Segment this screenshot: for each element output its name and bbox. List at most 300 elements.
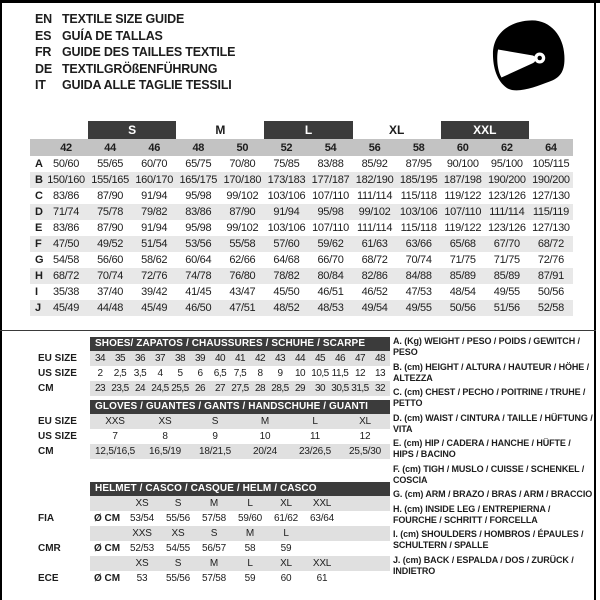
value-cell: 8: [162, 431, 168, 442]
helmet-size-row: [30, 526, 390, 541]
value-cell: 85/92: [361, 158, 388, 170]
title-text: GUIDE DES TAILLES TEXTILE: [62, 45, 236, 59]
value-cell: 87/91: [537, 270, 564, 282]
value-cell: 37: [154, 353, 166, 364]
value-cell: 99/102: [358, 206, 391, 218]
value-cell: 57/60: [273, 238, 300, 250]
value-cell: 123/126: [487, 222, 526, 234]
value-cell: 9: [212, 431, 218, 442]
table-row: [30, 156, 573, 172]
unit-label: Ø CM: [94, 513, 121, 524]
value-cell: 35/38: [53, 286, 80, 298]
value-cell: 190/200: [532, 174, 570, 186]
legend-item: I. (cm) SHOULDERS / HOMBROS / ÉPAULES / SCHULTERN / SPALLE: [393, 529, 584, 550]
row-label: B: [35, 174, 43, 186]
value-cell: 111/114: [489, 206, 525, 218]
unit-label: Ø CM: [94, 573, 121, 584]
table-row: [30, 252, 573, 268]
title-text: TEXTILE SIZE GUIDE: [62, 12, 185, 26]
language-code: FR: [35, 45, 52, 59]
value-cell: 46/51: [317, 286, 344, 298]
language-code: DE: [35, 61, 52, 76]
row-values: [90, 556, 390, 571]
value-cell: 46/50: [185, 302, 212, 314]
value-cell: 9: [277, 368, 283, 379]
value-cell: 105/115: [532, 158, 570, 170]
value-cell: 52/58: [537, 302, 564, 314]
value-cell: 24: [134, 383, 146, 394]
size-group-s: S: [88, 121, 176, 139]
table-row: [30, 511, 390, 526]
size-header-row: [30, 139, 573, 156]
value-cell: 27,5: [231, 383, 249, 394]
shoes-size-table: [30, 337, 390, 396]
value-cell: S: [211, 416, 219, 427]
size-label: XXS: [132, 528, 152, 539]
table-row: [30, 236, 573, 252]
value-cell: 46: [334, 353, 346, 364]
section-divider: [0, 330, 596, 331]
row-label: J: [35, 302, 42, 314]
title-line: [35, 61, 235, 78]
value-cell: 36: [134, 353, 146, 364]
value-cell: 95/100: [490, 158, 523, 170]
value-cell: 41: [234, 353, 246, 364]
value-cell: 48/54: [449, 286, 476, 298]
value-cell: 165/175: [179, 174, 218, 186]
value-cell: 28: [254, 383, 266, 394]
title-line: [35, 77, 235, 94]
value-cell: 160/170: [135, 174, 174, 186]
row-values: [90, 571, 390, 586]
value-cell: 47/53: [405, 286, 432, 298]
size-label: XL: [280, 498, 292, 509]
value-cell: 70/74: [405, 254, 432, 266]
value-cell: 6: [197, 368, 203, 379]
value-cell: 76/80: [229, 270, 256, 282]
value-cell: 32: [374, 383, 386, 394]
value-cell: 39/42: [141, 286, 168, 298]
value-cell: 43/47: [229, 286, 256, 298]
value-cell: 150/160: [47, 174, 85, 186]
size-group-m: M: [215, 123, 226, 137]
size-label: XS: [135, 558, 149, 569]
table-row: [30, 444, 390, 459]
table-row: [30, 541, 390, 556]
table-row: [30, 429, 390, 444]
value-cell: 85/89: [493, 270, 520, 282]
frame-right-line: [594, 0, 596, 600]
value-cell: 41/45: [185, 286, 212, 298]
row-values: [90, 444, 390, 459]
value-cell: 47: [354, 353, 366, 364]
size-group-xxl: XXL: [441, 121, 529, 139]
value-cell: 7,5: [233, 368, 247, 379]
value-cell: 79/82: [141, 206, 168, 218]
value-cell: 49/54: [361, 302, 388, 314]
size-label: 46: [148, 141, 161, 154]
value-cell: 23/26,5: [299, 446, 331, 457]
value-cell: 62/66: [229, 254, 256, 266]
size-label: 60: [456, 141, 469, 154]
row-values: [90, 381, 390, 396]
value-cell: 55/65: [97, 158, 124, 170]
value-cell: 82/86: [361, 270, 388, 282]
table-row: [30, 284, 573, 300]
helmet-icon: [487, 12, 572, 104]
value-cell: 38: [174, 353, 186, 364]
value-cell: 87/90: [97, 190, 124, 202]
value-cell: XS: [158, 416, 172, 427]
title-text: GUIDA ALLE TAGLIE TESSILI: [62, 78, 232, 92]
value-cell: 49/52: [97, 238, 124, 250]
size-label: 50: [236, 141, 249, 154]
value-cell: 83/86: [53, 190, 80, 202]
row-values: [90, 526, 390, 541]
value-cell: 10: [294, 368, 306, 379]
table-row: [30, 571, 390, 586]
legend-item: B. (cm) HEIGHT / ALTURA / HAUTEUR / HÖHE / ALTEZZA: [393, 361, 589, 383]
value-cell: 71/75: [449, 254, 476, 266]
row-label: CM: [38, 383, 54, 394]
value-cell: 95/98: [317, 206, 344, 218]
value-cell: 44/48: [97, 302, 124, 314]
value-cell: 107/110: [312, 222, 349, 234]
table-row: [30, 188, 573, 204]
size-label: 44: [104, 141, 116, 154]
title-line: [35, 28, 235, 45]
value-cell: 43: [274, 353, 286, 364]
value-cell: 47/51: [229, 302, 256, 314]
value-cell: 74/78: [185, 270, 212, 282]
value-cell: XL: [359, 416, 371, 427]
size-label: XS: [135, 498, 149, 509]
value-cell: 72/76: [141, 270, 168, 282]
value-cell: 23: [94, 383, 106, 394]
value-cell: 51/56: [493, 302, 520, 314]
value-cell: 34: [94, 353, 106, 364]
value-cell: 65/75: [185, 158, 212, 170]
value-cell: 127/130: [532, 222, 570, 234]
value-cell: 115/118: [400, 222, 437, 234]
row-label: EU SIZE: [38, 353, 77, 364]
title-line: [35, 44, 235, 61]
value-cell: 54/55: [165, 543, 191, 554]
value-cell: 53: [136, 573, 148, 584]
size-group-l: L: [264, 121, 352, 139]
value-cell: 173/183: [267, 174, 306, 186]
legend-item: E. (cm) HIP / CADERA / HANCHE / HÜFTE / HIPS / BACINO: [393, 438, 571, 459]
value-cell: 59: [244, 573, 256, 584]
size-label: S: [174, 498, 182, 509]
value-cell: 11: [310, 431, 320, 442]
size-label: S: [210, 528, 218, 539]
value-cell: 5: [177, 368, 183, 379]
helmet-size-row: [30, 556, 390, 571]
value-cell: 31,5: [351, 383, 369, 394]
row-label: G: [35, 254, 44, 266]
value-cell: 127/130: [532, 190, 570, 202]
size-label: L: [247, 558, 253, 569]
value-cell: 29: [294, 383, 306, 394]
value-cell: 95/98: [185, 190, 212, 202]
value-cell: 20/24: [252, 446, 278, 457]
value-cell: 13: [374, 368, 386, 379]
size-label: 64: [545, 141, 557, 154]
table-row: [30, 366, 390, 381]
value-cell: 187/198: [443, 174, 482, 186]
value-cell: 119/122: [444, 190, 482, 202]
value-cell: 59/62: [317, 238, 344, 250]
row-values: [90, 366, 390, 381]
size-label: XS: [171, 528, 185, 539]
title-block: [35, 11, 235, 94]
table-row: [30, 300, 573, 316]
value-cell: 87/90: [229, 206, 256, 218]
value-cell: 91/94: [141, 190, 168, 202]
table-row: [30, 268, 573, 284]
legend-item: J. (cm) BACK / ESPALDA / DOS / ZURÜCK / INDIETRO: [393, 554, 574, 576]
value-cell: 48: [374, 353, 386, 364]
value-cell: 18/21,5: [199, 446, 231, 457]
row-label: FIA: [38, 513, 55, 524]
row-label: US SIZE: [38, 368, 77, 379]
value-cell: 87/95: [405, 158, 432, 170]
size-label: XL: [280, 558, 292, 569]
value-cell: 61: [316, 573, 328, 584]
row-values: [90, 429, 390, 444]
value-cell: 42: [254, 353, 266, 364]
row-label: EU SIZE: [38, 416, 77, 427]
title-text: TEXTILGRÖßENFÜHRUNG: [62, 61, 218, 76]
value-cell: 70/80: [229, 158, 256, 170]
row-label: E: [35, 222, 43, 234]
value-cell: 60: [280, 573, 292, 584]
value-cell: 25,5/30: [349, 446, 381, 457]
value-cell: 6,5: [213, 368, 227, 379]
value-cell: 37/40: [97, 286, 124, 298]
value-cell: 56/60: [97, 254, 124, 266]
value-cell: 48/52: [273, 302, 300, 314]
value-cell: 56/57: [201, 543, 227, 554]
value-cell: 91/94: [141, 222, 168, 234]
row-values: [90, 511, 390, 526]
value-cell: 58/62: [141, 254, 168, 266]
value-cell: 78/82: [273, 270, 300, 282]
value-cell: 103/106: [267, 222, 306, 234]
value-cell: 8: [257, 368, 263, 379]
value-cell: 28,5: [271, 383, 289, 394]
size-label: 56: [368, 141, 381, 154]
frame-top-line: [0, 0, 600, 3]
helmet-icon-svg: [487, 12, 572, 104]
gloves-section-header: GLOVES / GUANTES / GANTS / HANDSCHUHE / GUANTI: [90, 400, 390, 414]
value-cell: 68/72: [537, 238, 564, 250]
row-values: [90, 496, 390, 511]
legend-item: F. (cm) TIGH / MUSLO / CUISSE / SCHENKEL / COSCIA: [393, 463, 585, 485]
value-cell: 80/84: [317, 270, 344, 282]
value-cell: 103/106: [399, 206, 438, 218]
value-cell: 111/114: [356, 222, 393, 234]
value-cell: 39: [194, 353, 206, 364]
value-cell: 57/58: [201, 573, 227, 584]
value-cell: 75/78: [97, 206, 124, 218]
title-line: [35, 11, 235, 28]
language-code: IT: [35, 78, 46, 92]
size-label: 58: [412, 141, 425, 154]
row-label: CM: [38, 446, 54, 457]
value-cell: 45: [314, 353, 326, 364]
value-cell: 63/66: [405, 238, 432, 250]
value-cell: 99/102: [226, 190, 259, 202]
row-label: F: [35, 238, 42, 250]
gloves-size-table: [30, 400, 390, 459]
value-cell: 48/53: [317, 302, 344, 314]
value-cell: 75/85: [273, 158, 300, 170]
value-cell: 12: [354, 368, 366, 379]
title-text: GUÍA DE TALLAS: [62, 28, 163, 43]
value-cell: 155/165: [91, 174, 129, 186]
value-cell: 30,5: [331, 383, 349, 394]
value-cell: 185/195: [399, 174, 438, 186]
value-cell: 52/53: [129, 543, 155, 554]
value-cell: M: [260, 416, 270, 427]
value-cell: 84/88: [405, 270, 432, 282]
value-cell: 23,5: [111, 383, 129, 394]
value-cell: 68/72: [53, 270, 80, 282]
helmet-size-table: [30, 482, 390, 586]
value-cell: 44: [294, 353, 306, 364]
value-cell: 111/114: [356, 190, 393, 202]
value-cell: 190/200: [487, 174, 526, 186]
value-cell: 49/55: [493, 286, 520, 298]
value-cell: 12,5/16,5: [95, 446, 135, 457]
value-cell: 25,5: [171, 383, 189, 394]
value-cell: 63/64: [309, 513, 335, 524]
row-values: [90, 414, 390, 429]
value-cell: 71/74: [53, 206, 80, 218]
value-cell: 3,5: [133, 368, 147, 379]
value-cell: 115/118: [400, 190, 437, 202]
value-cell: 35: [114, 353, 126, 364]
value-cell: 55/56: [165, 573, 191, 584]
value-cell: XXS: [105, 416, 125, 427]
value-cell: 55/58: [229, 238, 256, 250]
value-cell: 119/122: [444, 222, 482, 234]
value-cell: 16,5/19: [149, 446, 181, 457]
value-cell: 71/75: [493, 254, 520, 266]
size-label: M: [245, 528, 255, 539]
value-cell: 45/49: [53, 302, 80, 314]
value-cell: 45/50: [273, 286, 300, 298]
value-cell: 58: [244, 543, 256, 554]
legend-item: C. (cm) CHEST / PECHO / POITRINE / TRUHE / PETTO: [393, 387, 586, 408]
value-cell: 27: [214, 383, 226, 394]
value-cell: 2: [97, 368, 103, 379]
textile-size-table: [30, 121, 573, 316]
unit-label: Ø CM: [94, 543, 121, 554]
value-cell: 91/94: [273, 206, 300, 218]
value-cell: 53/54: [129, 513, 155, 524]
value-cell: 87/90: [97, 222, 124, 234]
value-cell: 2,5: [113, 368, 127, 379]
value-cell: 57/58: [201, 513, 227, 524]
value-cell: 26: [194, 383, 206, 394]
size-label: S: [174, 558, 182, 569]
value-cell: 67/70: [493, 238, 520, 250]
value-cell: 85/89: [449, 270, 476, 282]
size-label: M: [209, 498, 219, 509]
value-cell: 123/126: [487, 190, 526, 202]
value-cell: 59: [280, 543, 292, 554]
value-cell: 61/63: [361, 238, 388, 250]
row-label: ECE: [38, 573, 59, 584]
value-cell: 64/68: [273, 254, 300, 266]
shoes-section-header: SHOES/ ZAPATOS / CHAUSSURES / SCHUHE / SCARPE: [90, 337, 390, 351]
value-cell: 177/187: [311, 174, 350, 186]
value-cell: 54/58: [53, 254, 80, 266]
row-label: CMR: [38, 543, 61, 554]
value-cell: 107/110: [444, 206, 482, 218]
size-label: XXL: [312, 498, 332, 509]
size-label: M: [209, 558, 219, 569]
value-cell: 60/70: [141, 158, 168, 170]
value-cell: 40: [214, 353, 226, 364]
value-cell: 83/86: [185, 206, 212, 218]
value-cell: 170/180: [223, 174, 262, 186]
legend-item: G. (cm) ARM / BRAZO / BRAS / ARM / BRACCIO: [393, 489, 593, 499]
size-label: 54: [324, 141, 337, 154]
table-row: [30, 351, 390, 366]
value-cell: 24,5: [151, 383, 169, 394]
measurement-legend: [393, 336, 593, 580]
frame-left-line: [0, 0, 2, 600]
row-label: US SIZE: [38, 431, 77, 442]
value-cell: 68/72: [361, 254, 388, 266]
value-cell: 61/62: [273, 513, 299, 524]
value-cell: 55/56: [165, 513, 191, 524]
value-cell: 60/64: [185, 254, 212, 266]
value-cell: 182/190: [355, 174, 394, 186]
row-values: [90, 351, 390, 366]
legend-item: H. (cm) INSIDE LEG / ENTREPIERNA / FOURCHE / SCHRITT / FORCELLA: [393, 503, 551, 525]
row-values: [90, 541, 390, 556]
value-cell: 51/54: [141, 238, 168, 250]
value-cell: 107/110: [312, 190, 349, 202]
table-row: [30, 172, 573, 188]
size-label: L: [247, 498, 253, 509]
language-code: ES: [35, 28, 52, 43]
value-cell: 4: [157, 368, 163, 379]
value-cell: L: [312, 416, 318, 427]
value-cell: 7: [112, 431, 118, 442]
value-cell: 99/102: [226, 222, 259, 234]
table-row: [30, 381, 390, 396]
helmet-size-row: [30, 496, 390, 511]
value-cell: 46/52: [361, 286, 388, 298]
value-cell: 83/88: [317, 158, 344, 170]
value-cell: 12: [359, 431, 371, 442]
value-cell: 70/74: [97, 270, 124, 282]
value-cell: 115/119: [532, 206, 569, 218]
value-cell: 47/50: [53, 238, 80, 250]
value-cell: 59/60: [237, 513, 263, 524]
table-row: [30, 204, 573, 220]
size-group-row: [30, 121, 573, 139]
value-cell: 45/49: [141, 302, 168, 314]
table-row: [30, 220, 573, 236]
value-cell: 50/60: [53, 158, 80, 170]
